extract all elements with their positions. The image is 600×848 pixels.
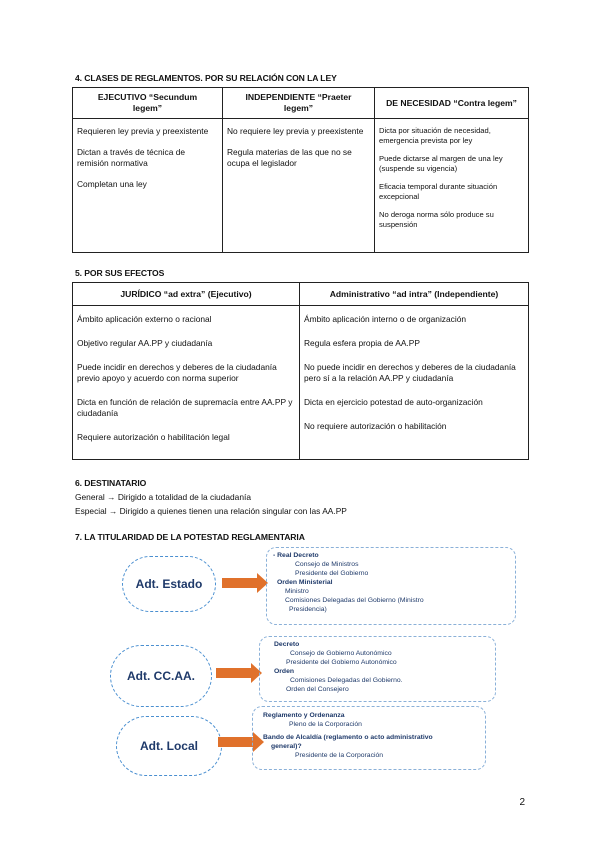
cell-necesidad: Dicta por situación de necesidad, emergencia prevista por ley Puede dictarse al margen de una ley (suspende su vigencia) Eficacia temporal durante situación excepcional No deroga norma sólo produce su suspensión xyxy=(375,119,529,253)
local-box: Reglamento y Ordenanza Pleno de la Corporación Bando de Alcaldía (reglamento o acto administrativo general)? Presidente de la Corporación xyxy=(252,706,486,770)
page-number: 2 xyxy=(519,797,525,808)
estado-box: - Real Decreto Consejo de Ministros Presidente del Gobierno Orden Ministerial Ministro Comisiones Delegadas del Gobierno (Ministro Presidencia) xyxy=(266,547,516,625)
destinatario-especial: Especial → Dirigido a quienes tienen una relación singular con las AA.PP xyxy=(75,506,347,516)
header-administrativo: Administrativo “ad intra” (Independiente) xyxy=(300,283,529,306)
cell-ejecutivo: Requieren ley previa y preexistente Dictan a través de técnica de remisión normativa Completan una ley xyxy=(73,119,223,253)
adt-local-label: Adt. Local xyxy=(139,739,198,753)
header-necesidad: DE NECESIDAD “Contra legem” xyxy=(375,88,529,119)
table-section-4 xyxy=(72,87,529,253)
adt-ccaa-shape xyxy=(110,645,212,707)
header-independiente: INDEPENDIENTE “Praeter legem” xyxy=(223,88,375,119)
adt-estado-label: Adt. Estado xyxy=(135,577,203,591)
adt-estado-shape xyxy=(122,556,216,612)
section-4-title: 4. CLASES DE REGLAMENTOS. POR SU RELACIÓN CON LA LEY xyxy=(75,73,337,83)
header-juridico: JURÍDICO “ad extra” (Ejecutivo) xyxy=(73,283,300,306)
adt-ccaa-label: Adt. CC.AA. xyxy=(127,669,195,683)
header-ejecutivo: EJECUTIVO “Secundum legem” xyxy=(73,88,223,119)
arrow-ccaa-icon xyxy=(216,668,252,678)
ccaa-box: Decreto Consejo de Gobierno Autonómico Presidente del Gobierno Autonómico Orden Comisiones Delegadas del Gobierno. Orden del Consejero xyxy=(259,636,496,702)
arrow-local-icon xyxy=(218,737,254,747)
table-section-5 xyxy=(72,282,529,460)
section-7-title: 7. LA TITULARIDAD DE LA POTESTAD REGLAMENTARIA xyxy=(75,532,305,542)
adt-local-shape xyxy=(116,716,222,776)
section-5-title: 5. POR SUS EFECTOS xyxy=(75,268,165,278)
cell-juridico: Ámbito aplicación externo o racional Objetivo regular AA.PP y ciudadanía Puede incidir en derechos y deberes de la ciudadanía previo apoyo y acuerdo con norma superior Dicta en función de relación de supremacía entre AA.PP y ciudadanía Requiere autorización o habilitación legal xyxy=(73,306,300,460)
destinatario-general: General → Dirigido a totalidad de la ciudadanía xyxy=(75,492,251,502)
cell-administrativo: Ámbito aplicación interno o de organización Regula esfera propia de AA.PP No puede incidir en derechos y deberes de la ciudadanía pero sí a la relación AA.PP y ciudadanía Dicta en ejercicio potestad de auto-organización No requiere autorización o habilitación xyxy=(300,306,529,460)
arrow-estado-icon xyxy=(222,578,258,588)
cell-independiente: No requiere ley previa y preexistente Regula materias de las que no se ocupa el legislador xyxy=(223,119,375,253)
section-6-title: 6. DESTINATARIO xyxy=(75,478,147,488)
